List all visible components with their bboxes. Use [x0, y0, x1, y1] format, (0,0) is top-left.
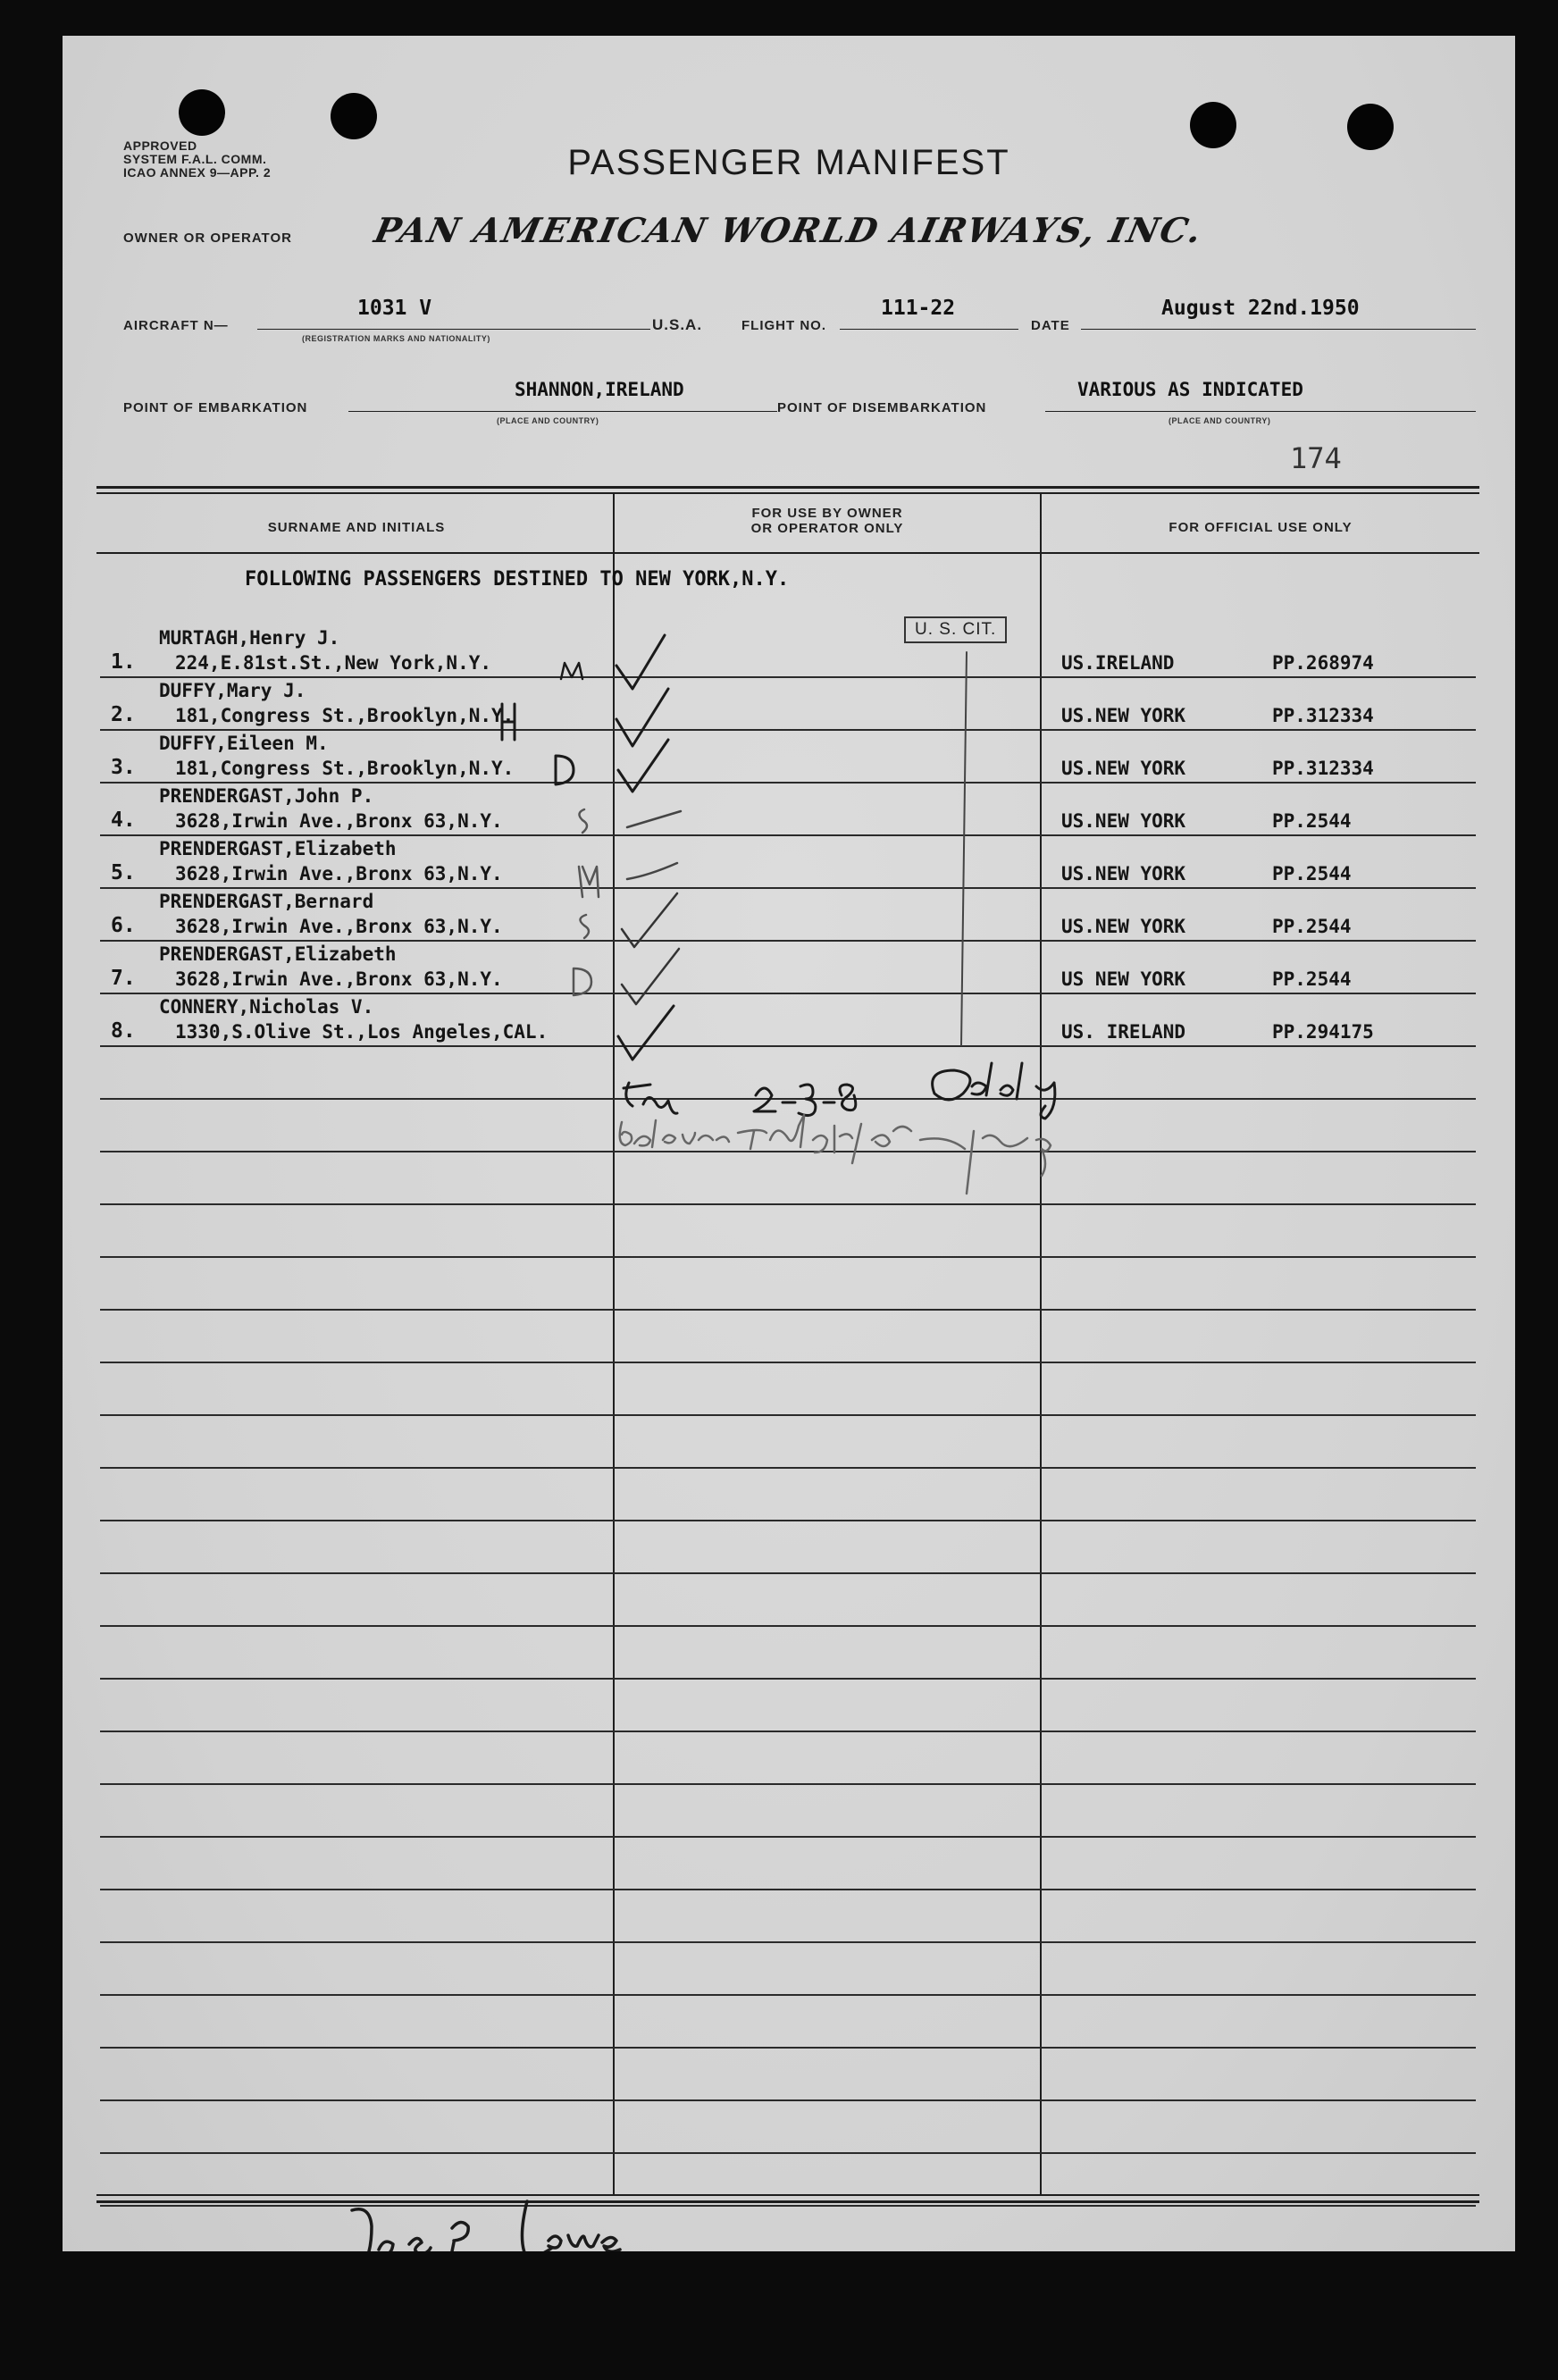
- table-row: [100, 731, 1476, 784]
- passenger-address: 224,E.81st.St.,New York,N.Y.: [175, 652, 492, 674]
- country-label: U.S.A.: [652, 316, 703, 333]
- passenger-name: CONNERY,Nicholas V.: [159, 996, 374, 1018]
- passenger-residence: US.NEW YORK: [1061, 705, 1186, 726]
- flight-label: FLIGHT NO.: [741, 318, 826, 333]
- flight-number: 111-22: [881, 297, 956, 320]
- passenger-number: 8.: [111, 1019, 136, 1043]
- punch-hole: [179, 89, 225, 136]
- passenger-address: 1330,S.Olive St.,Los Angeles,CAL.: [175, 1021, 549, 1043]
- blank-row: [100, 1521, 1476, 1574]
- passenger-residence: US. IRELAND: [1061, 1021, 1186, 1043]
- passenger-number: 5.: [111, 861, 136, 884]
- passenger-residence: US NEW YORK: [1061, 968, 1186, 990]
- blank-row: [100, 1574, 1476, 1627]
- passenger-passport: PP.2544: [1272, 863, 1352, 884]
- table-bottom-rule: [96, 2194, 1479, 2196]
- passenger-address: 181,Congress St.,Brooklyn,N.Y.: [175, 758, 515, 779]
- blank-row: [100, 1732, 1476, 1785]
- signature: [342, 2201, 620, 2251]
- passenger-passport: PP.2544: [1272, 968, 1352, 990]
- passenger-address: 3628,Irwin Ave.,Bronx 63,N.Y.: [175, 810, 503, 832]
- passenger-passport: PP.2544: [1272, 810, 1352, 832]
- passenger-name: DUFFY,Eileen M.: [159, 733, 329, 754]
- passenger-address: 3628,Irwin Ave.,Bronx 63,N.Y.: [175, 968, 503, 990]
- passenger-passport: PP.312334: [1272, 758, 1374, 779]
- passenger-name: DUFFY,Mary J.: [159, 680, 306, 701]
- blank-row: [100, 1996, 1476, 2049]
- col-surname: SURNAME AND INITIALS: [267, 520, 446, 535]
- aircraft-sub: (REGISTRATION MARKS AND NATIONALITY): [302, 334, 490, 343]
- blank-row: [100, 1152, 1476, 1205]
- passenger-name: PRENDERGAST,Elizabeth: [159, 838, 397, 859]
- passenger-address: 3628,Irwin Ave.,Bronx 63,N.Y.: [175, 916, 503, 937]
- blank-row: [100, 2154, 1476, 2207]
- date-label: DATE: [1031, 318, 1070, 333]
- blank-row: [100, 2101, 1476, 2154]
- sheet-number: 174: [1290, 441, 1342, 475]
- blank-row: [100, 1838, 1476, 1890]
- table-row: [100, 889, 1476, 942]
- passenger-number: 3.: [111, 756, 136, 779]
- disembark-sub: (PLACE AND COUNTRY): [1168, 416, 1271, 425]
- passenger-residence: US.IRELAND: [1061, 652, 1175, 674]
- blank-row: [100, 1469, 1476, 1521]
- blank-row: [100, 1890, 1476, 1943]
- blank-row: [100, 1627, 1476, 1680]
- blank-row: [100, 1680, 1476, 1732]
- col-owner-use: FOR USE BY OWNER OR OPERATOR ONLY: [750, 506, 904, 536]
- manifest-sheet: [63, 36, 1515, 2251]
- blank-row: [100, 1100, 1476, 1152]
- aircraft-value: 1031 V: [357, 297, 432, 320]
- blank-row: [100, 1363, 1476, 1416]
- page-title: PASSENGER MANIFEST: [567, 143, 1010, 182]
- date-underline: [1081, 329, 1476, 330]
- passenger-passport: PP.268974: [1272, 652, 1374, 674]
- table-bottom-rule-2: [96, 2200, 1479, 2203]
- passenger-residence: US.NEW YORK: [1061, 916, 1186, 937]
- citizenship-stamp: U. S. CIT.: [904, 616, 1007, 643]
- passenger-residence: US.NEW YORK: [1061, 758, 1186, 779]
- passenger-passport: PP.294175: [1272, 1021, 1374, 1043]
- table-row: [100, 784, 1476, 836]
- passenger-name: PRENDERGAST,Elizabeth: [159, 943, 397, 965]
- airline-name: PAN AMERICAN WORLD AIRWAYS, INC.: [371, 210, 1207, 250]
- passenger-number: 2.: [111, 703, 136, 726]
- flight-date: August 22nd.1950: [1161, 297, 1360, 320]
- aircraft-label: AIRCRAFT N—: [123, 318, 229, 333]
- passenger-number: 1.: [111, 650, 136, 674]
- approval-note: APPROVED SYSTEM F.A.L. COMM. ICAO ANNEX 9—APP. 2: [123, 138, 272, 180]
- blank-row: [100, 1047, 1476, 1100]
- table-row: [100, 625, 1476, 678]
- embark-label: POINT OF EMBARKATION: [123, 400, 308, 415]
- col-official: FOR OFFICIAL USE ONLY: [1168, 520, 1353, 535]
- embark-sub: (PLACE AND COUNTRY): [497, 416, 599, 425]
- passenger-number: 7.: [111, 967, 136, 990]
- destination-note: FOLLOWING PASSENGERS DESTINED TO NEW YORK,N.Y.: [245, 568, 790, 591]
- table-row: [100, 678, 1476, 731]
- disembark-label: POINT OF DISEMBARKATION: [777, 400, 987, 415]
- passenger-passport: PP.2544: [1272, 916, 1352, 937]
- passenger-address: 3628,Irwin Ave.,Bronx 63,N.Y.: [175, 863, 503, 884]
- blank-row: [100, 1258, 1476, 1311]
- punch-hole: [1190, 102, 1236, 148]
- disembark-underline: [1045, 411, 1476, 412]
- passenger-residence: US.NEW YORK: [1061, 863, 1186, 884]
- passenger-address: 181,Congress St.,Brooklyn,N.Y.: [175, 705, 515, 726]
- table-top-rule-2: [96, 492, 1479, 494]
- embark-underline: [348, 411, 777, 412]
- blank-row: [100, 1785, 1476, 1838]
- table-row: [100, 994, 1476, 1047]
- blank-row: [100, 1205, 1476, 1258]
- passenger-name: PRENDERGAST,Bernard: [159, 891, 374, 912]
- passenger-passport: PP.312334: [1272, 705, 1374, 726]
- aircraft-underline: [257, 329, 650, 330]
- blank-row: [100, 1943, 1476, 1996]
- passenger-residence: US.NEW YORK: [1061, 810, 1186, 832]
- table-row: [100, 836, 1476, 889]
- owner-label: OWNER OR OPERATOR: [123, 230, 292, 246]
- blank-row: [100, 1416, 1476, 1469]
- table-top-rule: [96, 486, 1479, 489]
- passenger-number: 6.: [111, 914, 136, 937]
- blank-row: [100, 1311, 1476, 1363]
- punch-hole: [331, 93, 377, 139]
- disembark-value: VARIOUS AS INDICATED: [1077, 379, 1303, 400]
- passenger-name: PRENDERGAST,John P.: [159, 785, 374, 807]
- flight-underline: [840, 329, 1018, 330]
- embark-value: SHANNON,IRELAND: [515, 379, 684, 400]
- header-rule: [96, 552, 1479, 554]
- row-rule: [100, 2205, 1476, 2207]
- passenger-number: 4.: [111, 809, 136, 832]
- table-row: [100, 942, 1476, 994]
- blank-row: [100, 2049, 1476, 2101]
- passenger-name: MURTAGH,Henry J.: [159, 627, 340, 649]
